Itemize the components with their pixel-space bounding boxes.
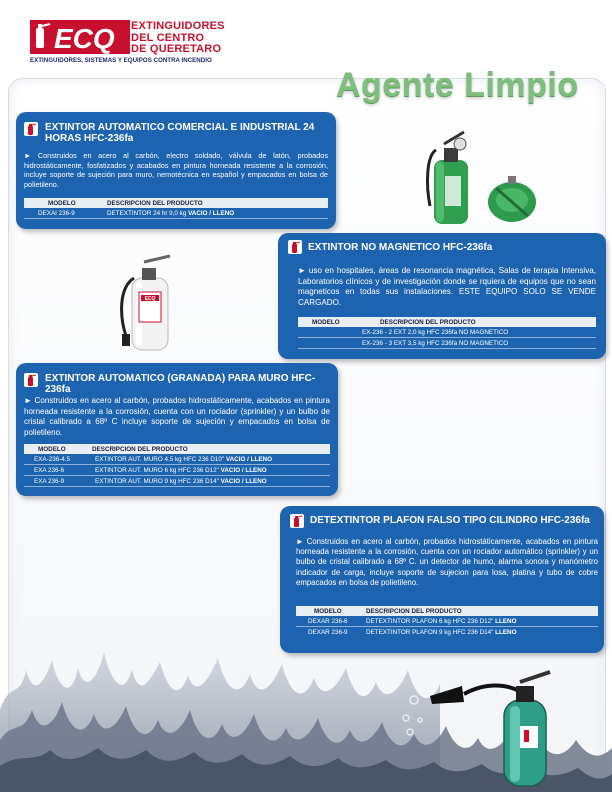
product-table xyxy=(296,606,598,637)
product-table xyxy=(24,444,330,487)
product-card-grenade-wall xyxy=(16,363,338,496)
product-table xyxy=(298,317,596,349)
card-description: ► Construidos en acero al carbón, probados hidrostáticamente, acabados en pintura horneada resistente a la corrosión, cuenta con un rociador automático (sprinkler) y un bulbo de cristal calibrado a 68º C. un detector de humo, alarma sonora y manómetro indicador de carga, incluye soporte de sujecion para losa, platina y tubo de cobre empacados en bolsa de polietileno. xyxy=(296,537,598,587)
table-header: MODELO DESCRIPCION DEL PRODUCTO xyxy=(296,606,598,616)
extinguisher-label-brand: ECQ xyxy=(144,296,156,302)
table-row: EXA 236-6 EXTINTOR AUT. MURO 6 kg HFC 236 D12" VACIO / LLENO xyxy=(34,466,267,474)
table-header: MODELO DESCRIPCION DEL PRODUCTO xyxy=(24,444,330,454)
company-tagline: EXTINGUIDORES, SISTEMAS Y EQUIPOS CONTRA INCENDIO xyxy=(30,57,212,64)
table-header: MODELO DESCRIPCION DEL PRODUCTO xyxy=(24,198,328,208)
logo-letters: ECQ xyxy=(54,23,115,54)
white-non-magnetic-extinguisher-image xyxy=(112,248,192,352)
product-card-non-magnetic xyxy=(278,233,606,359)
product-table xyxy=(24,198,328,219)
company-name: EXTINGUIDORES DEL CENTRO DE QUERETARO xyxy=(131,20,225,55)
card-description: ► Construidos en acero al carbón, probados hidrostáticamente, acabados en pintura horneada resistente a la corrosión, cuenta con un rociador (sprinkler) y un bulbo de cristal calibrado a 68º C incluye soporte de sujeción y empacados en bolsa de polietileno. xyxy=(24,396,330,437)
green-automatic-extinguisher-image xyxy=(420,126,540,226)
extinguisher-icon xyxy=(290,514,304,528)
table-row: EX-236 - 3 EXT 3,5 kg HFC 236fa NO MAGNETICO xyxy=(362,339,509,347)
table-row: EXA-236-4.5 EXTINTOR AUT. MURO 4.5 kg HFC 236 D10" VACIO / LLENO xyxy=(34,455,272,463)
card-title: EXTINTOR AUTOMATICO COMERCIAL E INDUSTRIAL 24 HORAS HFC-236fa xyxy=(45,122,315,144)
ecq-logo-mark xyxy=(30,20,130,54)
product-card-ceiling-cylinder xyxy=(280,506,604,653)
table-row: DEXAI 236-9 DETEXTINTOR 24 hr 9,0 kg VACIO / LLENO xyxy=(38,209,235,217)
card-title: DETEXTINTOR PLAFON FALSO TIPO CILINDRO HFC-236fa xyxy=(310,515,590,526)
card-description: ► uso en hospitales, áreas de resonancia magnética, Salas de terapia Intensiva, Laboratorios clínicos y de investigación donde se rquiera de equipos que no sean magneticos en todas sus instalaciones. ESTE EQUIPO SOLO SE VENDE CARGADO. xyxy=(298,266,596,307)
table-row: EX-236 - 2 EXT 2,0 kg HFC 236fa NO MAGNETICO xyxy=(362,328,509,336)
card-description: ► Construidos en acero al carbón, electro soldado, válvula de latón, probados hidrostáticamente, fosfatizados y acabados en pintura horneada resistente a la corrosión, incluye soporte de sujeción para muro, nemotécnica en español y empacados en bolsa de polietileno. xyxy=(24,151,328,189)
card-title: EXTINTOR NO MAGNETICO HFC-236fa xyxy=(308,242,493,253)
extinguisher-icon xyxy=(24,373,38,387)
green-extinguisher-discharge-illustration xyxy=(400,660,580,790)
extinguisher-icon xyxy=(288,240,302,254)
product-card-automatic-24h xyxy=(16,112,336,229)
extinguisher-icon xyxy=(24,122,38,136)
company-logo xyxy=(30,20,270,72)
table-row: DEXAR 236-6 DETEXTINTOR PLAFON 6 kg HFC 236 D12" LLENO xyxy=(308,617,517,625)
card-title: EXTINTOR AUTOMATICO (GRANADA) PARA MURO HFC-236fa xyxy=(45,373,316,395)
table-header: MODELO DESCRIPCION DEL PRODUCTO xyxy=(298,317,596,327)
table-row: DEXAR 236-9 DETEXTINTOR PLAFON 9 kg HFC 236 D14" LLENO xyxy=(308,628,517,636)
table-row: EXA 236-9 EXTINTOR AUT. MURO 9 kg HFC 236 D14" VACIO / LLENO xyxy=(34,477,267,485)
page-headline: Agente Limpio xyxy=(336,66,579,104)
